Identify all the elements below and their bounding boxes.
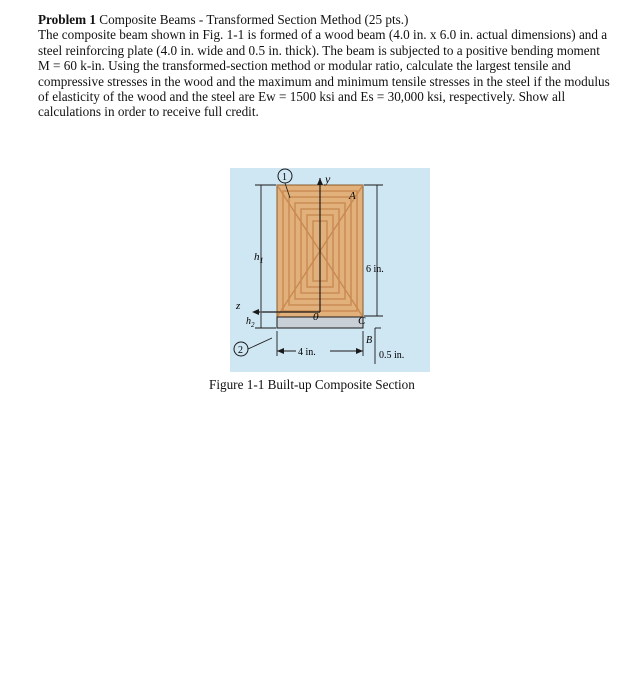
- material-2-label: 2: [238, 345, 243, 356]
- material-1-label: 1: [282, 172, 287, 183]
- steel-plate: [277, 317, 363, 328]
- y-axis-label: y: [325, 172, 331, 186]
- height-label: 6 in.: [366, 264, 384, 275]
- figure-caption-text: Figure 1-1 Built-up Composite Section: [209, 377, 415, 392]
- z-axis-label: z: [236, 300, 241, 312]
- point-c-label: C: [358, 315, 366, 327]
- h2-label: $h_2$: [246, 316, 255, 329]
- problem-heading: Problem 1: [38, 12, 96, 27]
- width-label: 4 in.: [298, 347, 316, 358]
- point-b-label: B: [366, 335, 373, 346]
- origin-label: 0: [313, 311, 319, 323]
- h1-label: $h_1$: [254, 251, 264, 265]
- problem-body: The composite beam shown in Fig. 1-1 is formed of a wood beam (4.0 in. x 6.0 in. actual dimensions) and a steel reinforcing plate (4.0 in. wide and 0.5 in. thick). The beam is subjected to a positive bending moment M = 60 k-in. Using the transformed-section method or modular ratio, calculate the largest tensile and compressive stresses in the wood and the maximum and minimum tensile stresses in the steel if the modulus of elasticity of the wood and the steel are Ew = 1500 ksi and Es = 30,000 ksi, respectively. Show all calculations in order to receive full credit.: [38, 27, 610, 120]
- problem-title: Composite Beams - Transformed Section Method (25 pts.): [99, 12, 409, 27]
- thickness-label: 0.5 in.: [379, 350, 405, 361]
- point-a-label: A: [349, 190, 356, 202]
